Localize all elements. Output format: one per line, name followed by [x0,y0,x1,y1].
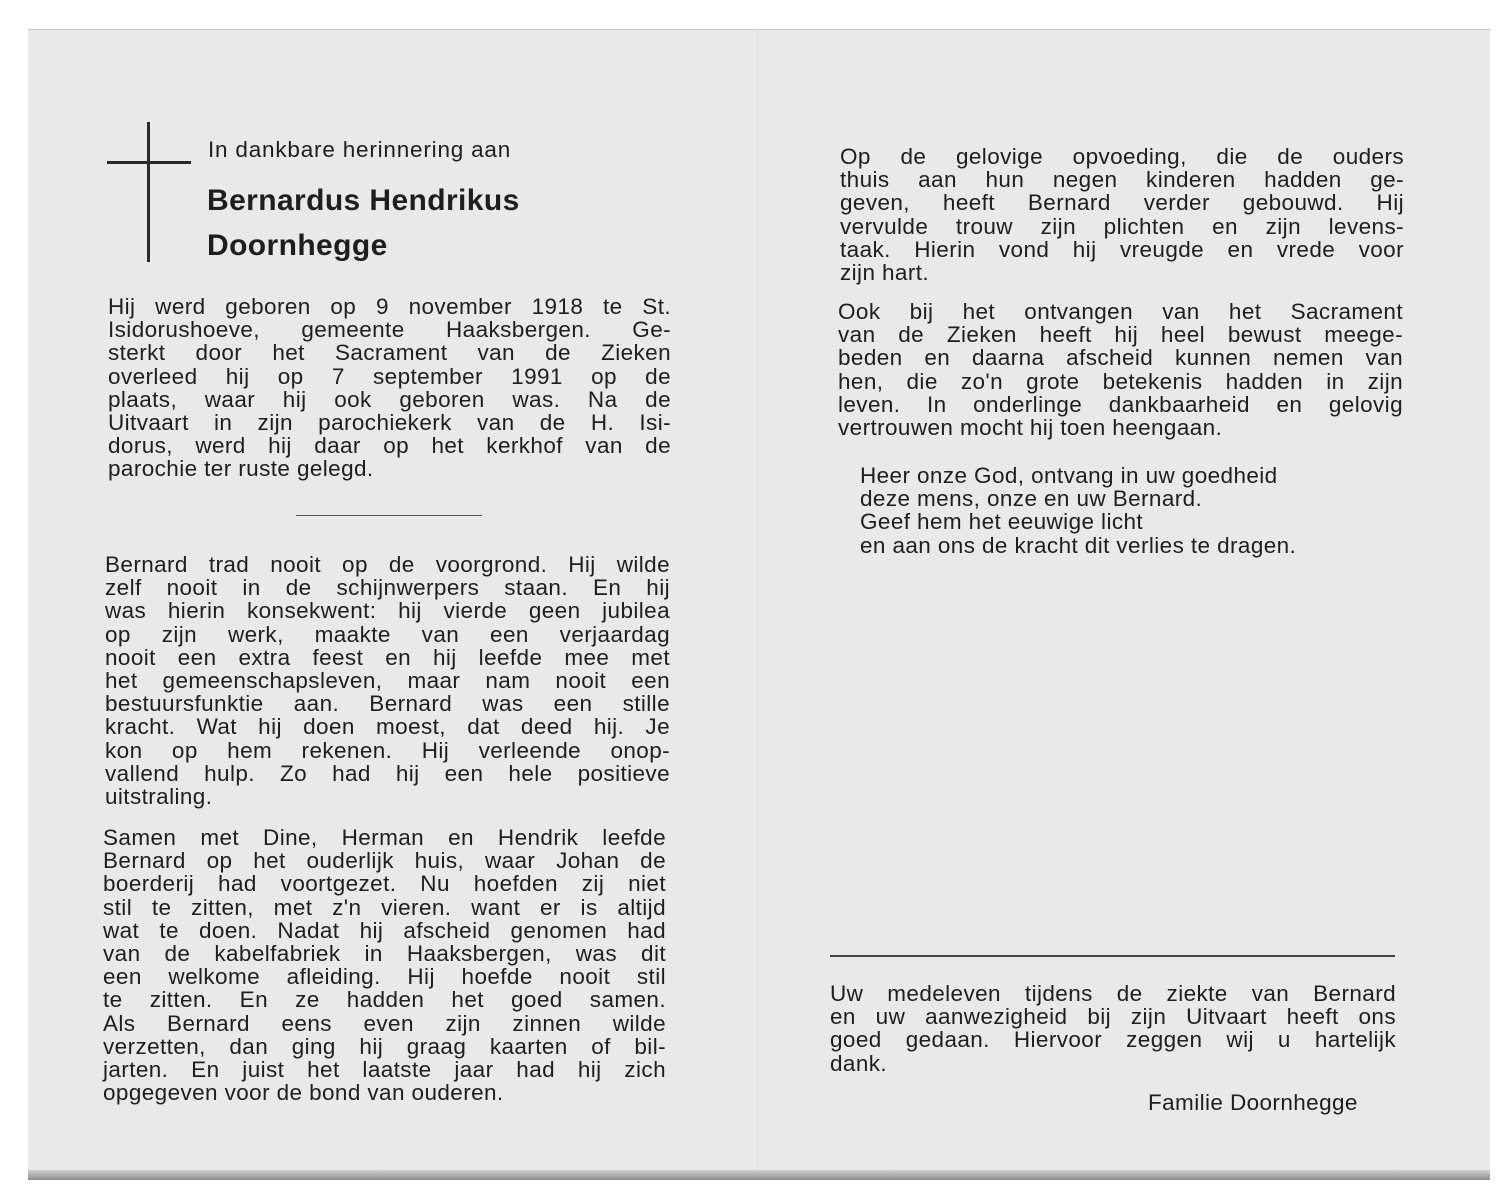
text-line: en uw aanwezigheid bij zijn Uitvaart heeft ons [830,1004,1396,1030]
text-line: Bernard op het ouderlijk huis, waar Johan de [103,848,666,874]
text-line: Samen met Dine, Herman en Hendrik leefde [103,825,666,850]
text-line: Ook bij het ontvangen van het Sacrament [838,299,1403,324]
text-line: van de kabelfabriek in Haaksbergen, was dit [103,941,666,967]
prayer-line: Geef hem het eeuwige licht [860,509,1144,535]
text-line: vallend hulp. Zo had hij een hele positieve [105,760,670,786]
text-line: nooit een extra feest en hij leefde mee met [105,644,670,670]
left-paragraph-3 [103,826,666,1104]
text-line: van de Zieken heeft hij heel bewust meege- [838,322,1403,348]
left-paragraph-1 [108,295,671,481]
right-paragraph-2 [838,300,1403,439]
prayer [860,464,1420,557]
separator-short [296,515,482,516]
text-line: Hij werd geboren op 9 november 1918 te St. [108,294,671,319]
prayer-line: deze mens, onze en uw Bernard. [860,486,1203,512]
text-line: stil te zitten, met z'n vieren. want er is altijd [103,894,666,920]
text-line: Op de gelovige opvoeding, die de ouders [840,144,1404,169]
left-paragraph-2 [105,553,670,808]
deceased-name [207,178,520,268]
text-line: beden en daarna afscheid kunnen nemen van [838,345,1403,371]
text-line: het gemeenschapsleven, maar nam nooit een [105,668,670,694]
text-line: geven, heeft Bernard verder gebouwd. Hij [840,190,1404,216]
intro-text: In dankbare herinnering aan [208,137,512,162]
text-line: bestuursfunktie aan. Bernard was een stille [105,691,670,717]
text-line: thuis aan hun negen kinderen hadden ge- [840,167,1404,193]
text-line: Als Bernard eens even zijn zinnen wilde [103,1010,666,1036]
text-line: zelf nooit in de schijnwerpers staan. En hij [105,575,670,601]
text-line: verzetten, dan ging hij graag kaarten of bil- [103,1033,666,1059]
text-line: wat te doen. Nadat hij afscheid genomen had [103,917,666,943]
text-line: vertrouwen mocht hij toen heengaan. [838,415,1223,441]
text-line: hen, die zo'n grote betekenis hadden in zijn [838,368,1403,394]
text-line: jarten. En juist het laatste jaar had hij zich [103,1057,666,1083]
text-line: parochie ter ruste gelegd. [108,456,374,482]
text-line: vervulde trouw zijn plichten en zijn levens- [840,213,1404,239]
text-line: opgegeven voor de bond van ouderen. [103,1080,504,1106]
text-line: uitstraling. [105,784,213,810]
prayer-line: Heer onze God, ontvang in uw goedheid [860,463,1278,488]
text-line: te zitten. En ze hadden het goed samen. [103,987,666,1013]
separator-long [830,955,1395,957]
text-line: kracht. Wat hij doen moest, dat deed hij. Je [105,714,670,740]
cross-icon-vertical [147,122,150,262]
signature: Familie Doornhegge [1148,1090,1358,1115]
text-line: kon op hem rekenen. Hij verleende onop- [105,737,670,763]
text-line: een welkome afleiding. Hij hoefde nooit stil [103,964,666,990]
text-line: dorus, werd hij daar op het kerkhof van de [108,433,671,459]
text-line: overleed hij op 7 september 1991 op de [108,363,671,389]
text-line: leven. In onderlinge dankbaarheid en gelovig [838,391,1403,417]
right-paragraph-1 [840,145,1404,284]
cross-icon-horizontal [107,161,191,164]
text-line: dank. [830,1050,888,1076]
text-line: Uw medeleven tijdens de ziekte van Bernard [830,981,1396,1006]
text-line: op zijn werk, maakte van een verjaardag [105,621,670,647]
name-line-1: Bernardus Hendrikus [207,184,520,217]
text-line: taak. Hierin vond hij vreugde en vrede voor [840,236,1404,262]
thanks-paragraph [830,982,1396,1075]
text-line: Bernard trad nooit op de voorgrond. Hij wilde [105,552,670,577]
card-fold [757,30,759,1178]
prayer-line: en aan ons de kracht dit verlies te dragen. [860,532,1297,558]
text-line: Uitvaart in zijn parochiekerk van de H. Isi- [108,410,671,436]
text-line: zijn hart. [840,260,930,286]
text-line: goed gedaan. Hiervoor zeggen wij u hartelijk [830,1027,1396,1053]
text-line: sterkt door het Sacrament van de Zieken [108,340,671,366]
text-line: plaats, waar hij ook geboren was. Na de [108,386,671,412]
text-line: Isidorushoeve, gemeente Haaksbergen. Ge- [108,317,671,343]
text-line: boerderij had voortgezet. Nu hoefden zij niet [103,871,666,897]
text-line: was hierin konsekwent: hij vierde geen jubilea [105,598,670,624]
card-bottom-edge [28,1170,1490,1180]
name-line-2: Doornhegge [207,229,388,262]
